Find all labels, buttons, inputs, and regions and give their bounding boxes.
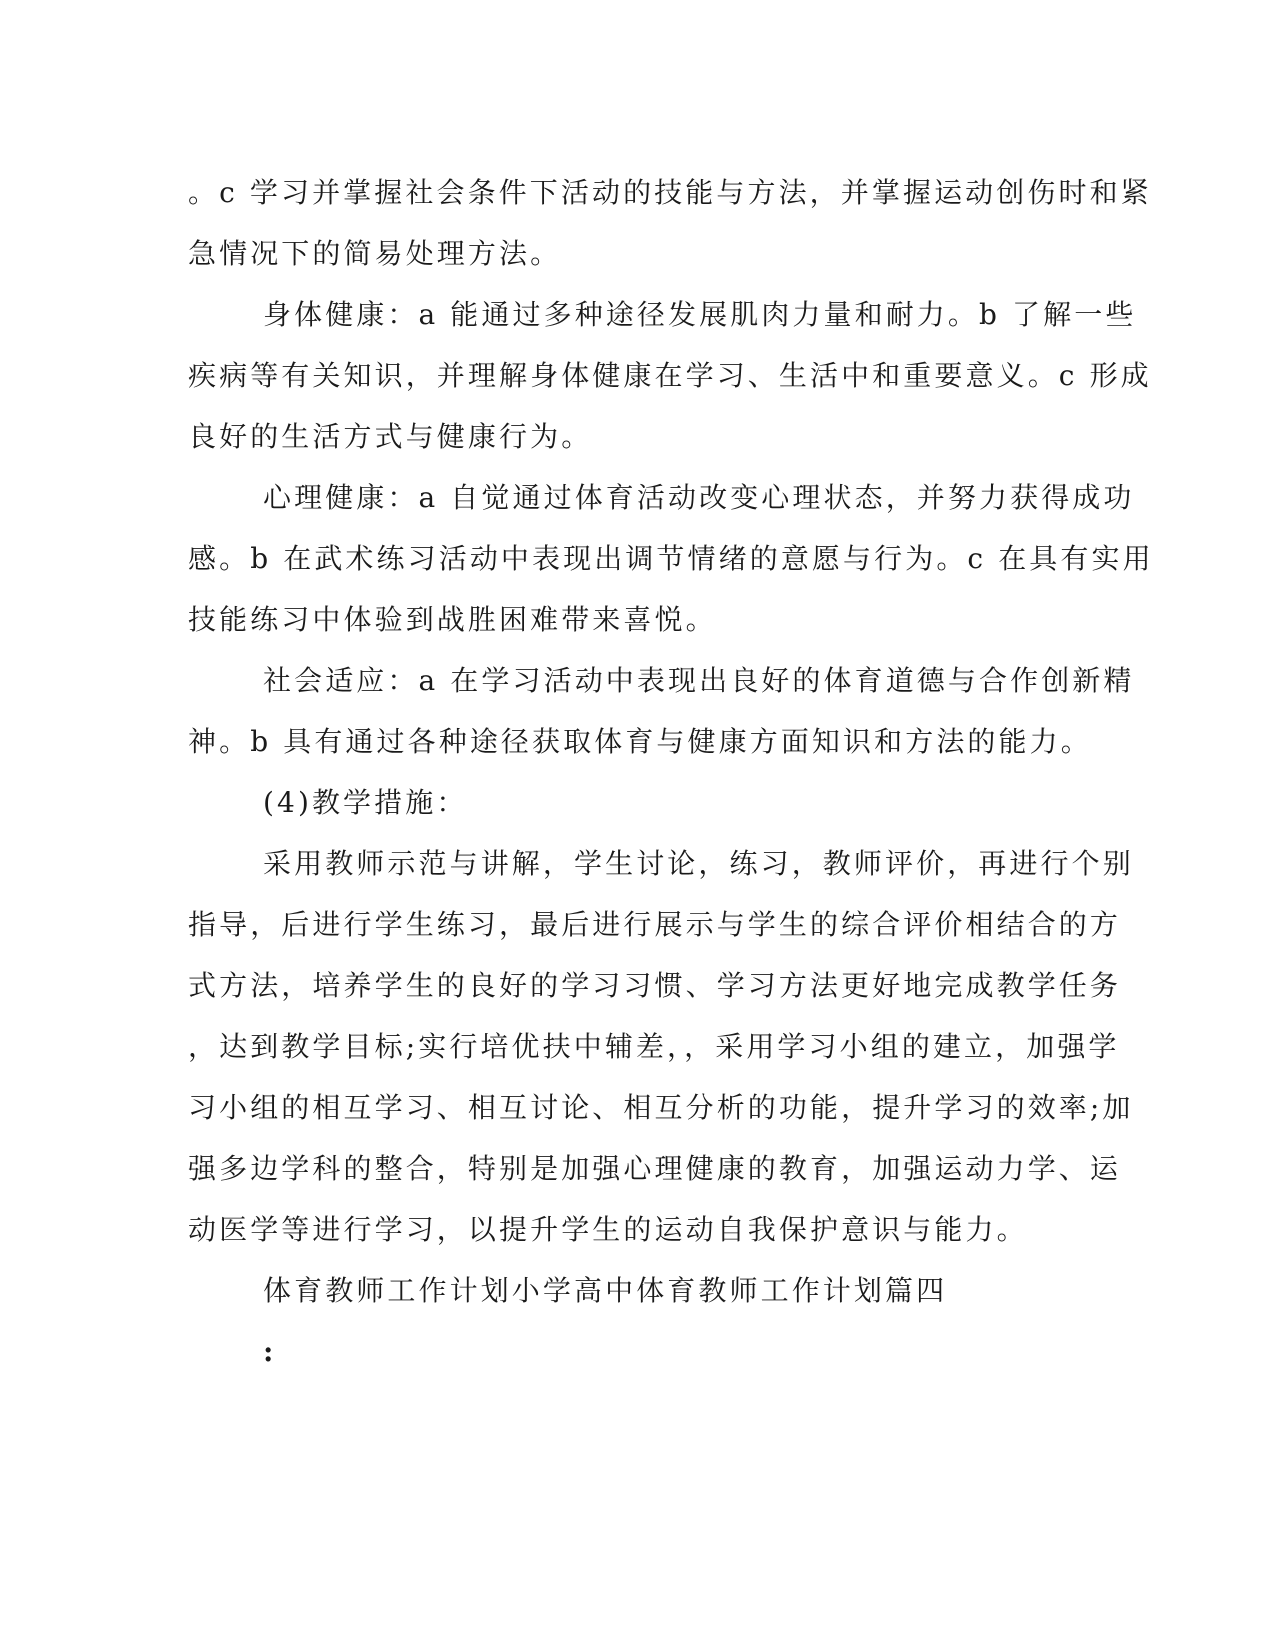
paragraph-teaching-measures: 采用教师示范与讲解，学生讨论，练习，教师评价，再进行个别 — [263, 847, 1134, 880]
text-line: 技能练习中体验到战胜困难带来喜悦。 — [188, 603, 717, 636]
paragraph-physical-health: 身体健康：a 能通过多种途径发展肌肉力量和耐力。b 了解一些 — [263, 298, 1137, 331]
trailing-colon: : — [263, 1335, 274, 1368]
text-line: 式方法，培养学生的良好的学习习惯、学习方法更好地完成教学任务 — [188, 969, 1122, 1002]
text-line: 神。b 具有通过各种途径获取体育与健康方面知识和方法的能力。 — [188, 725, 1092, 758]
text-line: 指导，后进行学生练习，最后进行展示与学生的综合评价相结合的方 — [188, 908, 1122, 941]
text-line: ，达到教学目标;实行培优扶中辅差，，采用学习小组的建立，加强学 — [188, 1030, 1120, 1063]
section-title-part-four: 体育教师工作计划小学高中体育教师工作计划篇四 — [263, 1274, 948, 1307]
document-body — [188, 162, 1154, 1382]
text-line: 疾病等有关知识，并理解身体健康在学习、生活中和重要意义。c 形成 — [188, 359, 1152, 392]
text-line: 良好的生活方式与健康行为。 — [188, 420, 593, 453]
section-heading-teaching-measures: (4)教学措施： — [263, 786, 468, 819]
text-line: 急情况下的简易处理方法。 — [188, 237, 562, 270]
text-line: 。c 学习并掌握社会条件下活动的技能与方法，并掌握运动创伤时和紧 — [188, 176, 1152, 209]
text-line: 动医学等进行学习，以提升学生的运动自我保护意识与能力。 — [188, 1213, 1028, 1246]
paragraph-social-adaptation: 社会适应：a 在学习活动中表现出良好的体育道德与合作创新精 — [263, 664, 1135, 697]
text-line: 强多边学科的整合，特别是加强心理健康的教育，加强运动力学、运 — [188, 1152, 1122, 1185]
text-line: 习小组的相互学习、相互讨论、相互分析的功能，提升学习的效率;加 — [188, 1091, 1134, 1124]
paragraph-mental-health: 心理健康：a 自觉通过体育活动改变心理状态，并努力获得成功 — [263, 481, 1135, 514]
text-line: 感。b 在武术练习活动中表现出调节情绪的意愿与行为。c 在具有实用 — [188, 542, 1154, 575]
